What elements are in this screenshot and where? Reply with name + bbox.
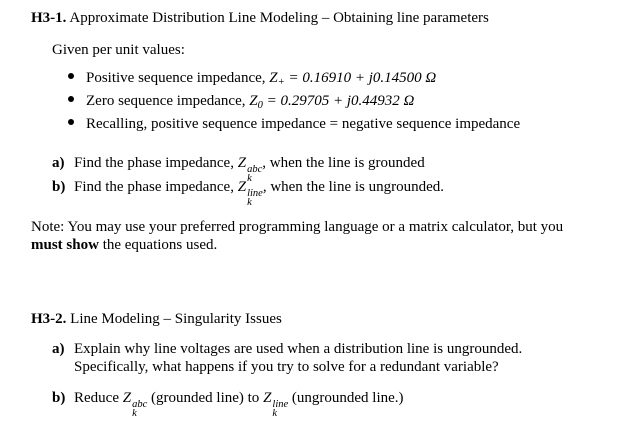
note-line-2: must show the equations used. xyxy=(31,237,218,253)
h31-part-b: b) Find the phase impedance, Z line k , when the line is ungrounded. xyxy=(52,179,445,208)
bullet-dot-icon xyxy=(68,73,74,79)
h32-title: Line Modeling – Singularity Issues xyxy=(70,311,282,327)
h32-part-b: b) Reduce Z abc k (grounded line) to Z line k (ungrounded line.) xyxy=(52,390,404,419)
h31-title: Approximate Distribution Line Modeling – Obtaining line parameters xyxy=(69,10,489,26)
given-label: Given per unit values: xyxy=(52,42,185,58)
h31-number: H3-1. xyxy=(31,10,67,26)
note-line-1: Note: You may use your preferred programming language or a matrix calculator, but you xyxy=(31,219,564,235)
h32-heading xyxy=(31,310,282,328)
bullet-recalling: Recalling, positive sequence impedance = negative sequence impedance xyxy=(68,115,520,133)
h32-part-a-line1: a) Explain why line voltages are used when a distribution line is ungrounded. xyxy=(52,341,523,357)
bullet-dot-icon xyxy=(68,119,74,125)
bullet-zero-seq: Zero sequence impedance, $Z_0 = 0.29705 + j0.44932$ Ω xyxy=(68,92,414,115)
bullet-dot-icon xyxy=(68,96,74,102)
h31-part-a: a) Find the phase impedance, Z abc k , when the line is grounded xyxy=(52,155,425,184)
h31-heading xyxy=(31,9,489,27)
bullet-positive-seq: Positive sequence impedance, $Z_+ = 0.16910 + j0.14500$ Ω xyxy=(68,69,436,92)
h32-number: H3-2. xyxy=(31,311,67,327)
h32-part-a-line2: Specifically, what happens if you try to solve for a redundant variable? xyxy=(74,359,499,375)
